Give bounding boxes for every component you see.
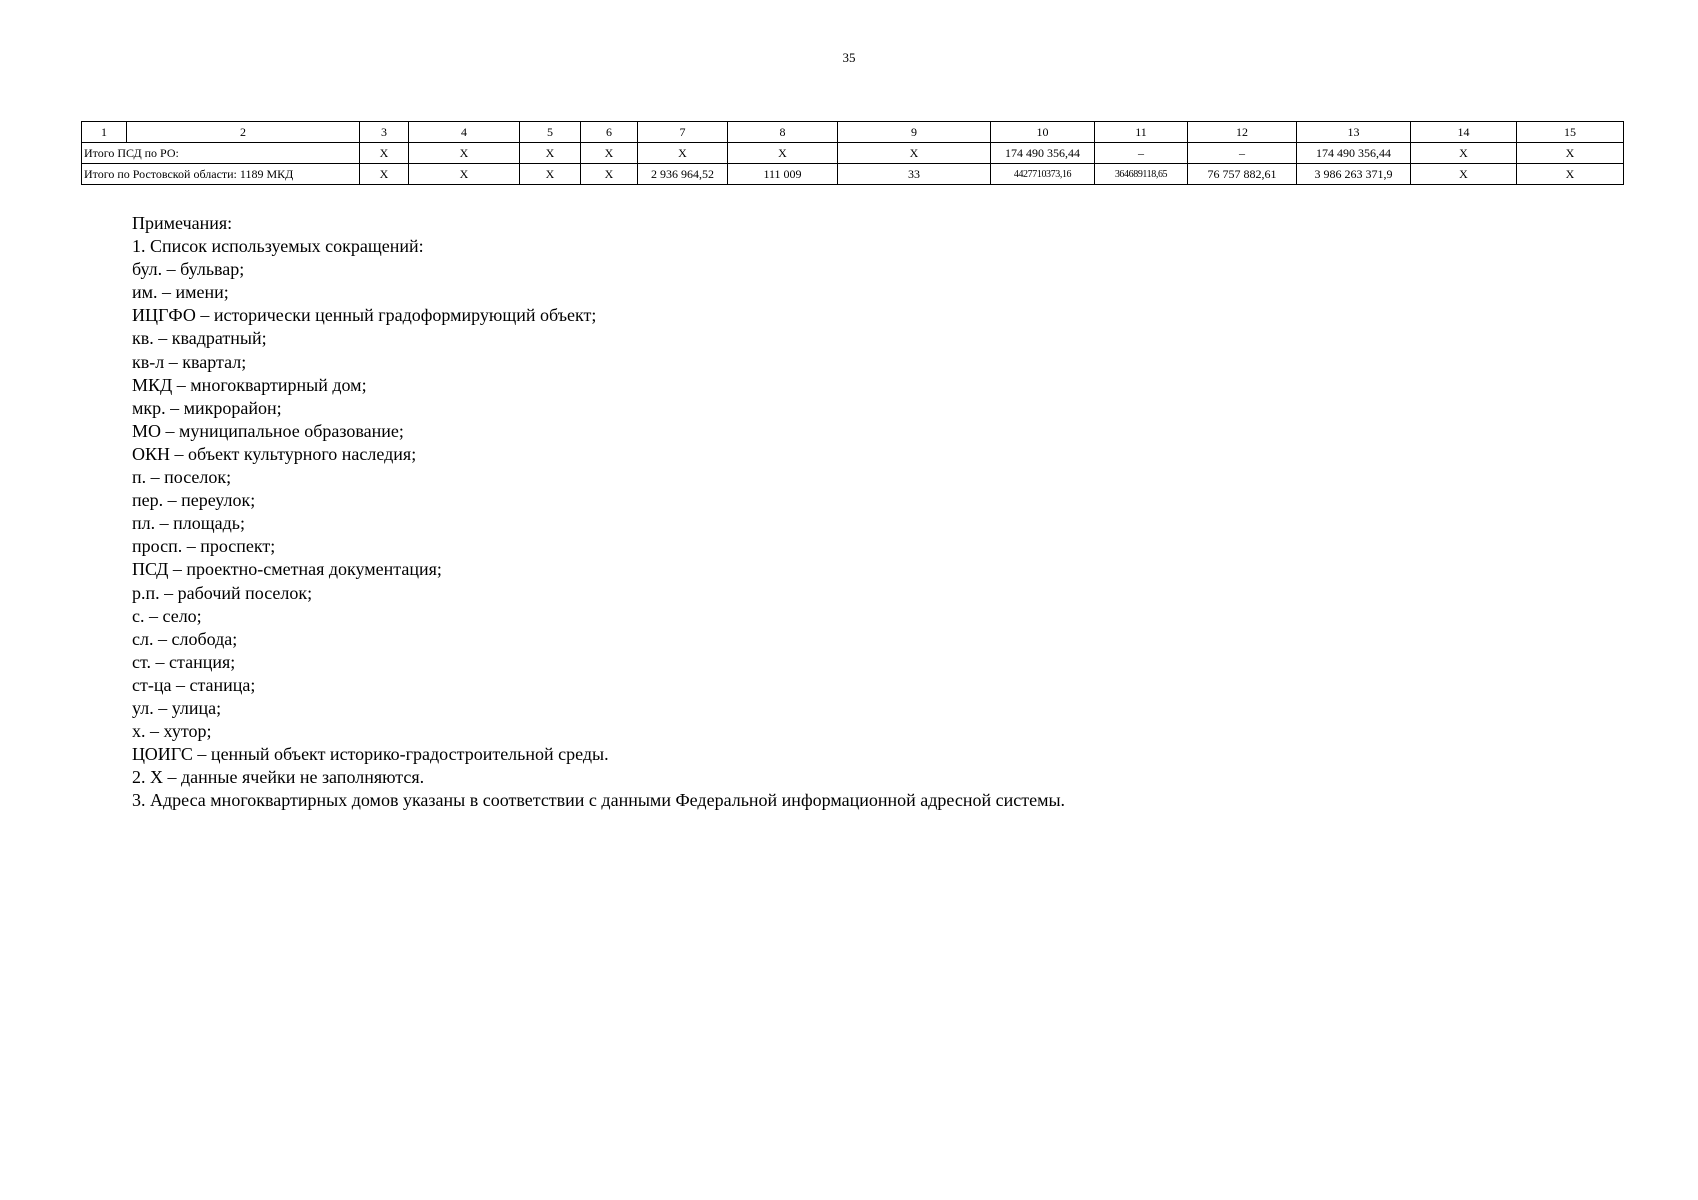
table-header-cell: 9 [838, 122, 991, 143]
table-header-cell: 13 [1297, 122, 1411, 143]
abbreviation-item: МО – муниципальное образование; [132, 420, 404, 441]
table-header-cell: 10 [991, 122, 1095, 143]
abbreviation-item: им. – имени; [132, 282, 229, 303]
table-row-region-total [82, 164, 1624, 185]
table-cell: Х [638, 143, 728, 164]
abbreviation-item: бул. – бульвар; [132, 259, 245, 280]
table-header-cell: 8 [728, 122, 838, 143]
table-cell: Х [728, 143, 838, 164]
table-header-cell: 4 [409, 122, 520, 143]
abbreviation-item: пл. – площадь; [132, 513, 245, 534]
table-header-cell: 11 [1095, 122, 1188, 143]
table-header-cell: 12 [1188, 122, 1297, 143]
abbreviation-item: пер. – переулок; [132, 490, 256, 511]
abbreviation-item: ЦОИГС – ценный объект историко-градостроительной среды. [132, 744, 609, 765]
table-cell: 76 757 882,61 [1188, 164, 1297, 185]
abbreviation-item: р.п. – рабочий поселок; [132, 582, 313, 603]
abbreviation-item: ИЦГФО – исторически ценный градоформирующий объект; [132, 305, 597, 326]
table-cell: Х [1517, 164, 1624, 185]
abbreviation-item: с. – село; [132, 605, 202, 626]
table-header-cell: 15 [1517, 122, 1624, 143]
table-cell: Х [581, 164, 638, 185]
table-cell: 174 490 356,44 [1297, 143, 1411, 164]
table-header-cell: 6 [581, 122, 638, 143]
table-cell: Х [1517, 143, 1624, 164]
table-cell: Х [360, 143, 409, 164]
table-header-cell: 3 [360, 122, 409, 143]
table-header-cell: 2 [127, 122, 360, 143]
table-cell: Х [1411, 143, 1517, 164]
abbreviation-item: ст-ца – станица; [132, 674, 256, 695]
abbreviations-title: 1. Список используемых сокращений: [132, 236, 424, 257]
table-cell: – [1095, 143, 1188, 164]
note-3: 3. Адреса многоквартирных домов указаны в соответствии с данными Федеральной информационной адресной системы. [132, 790, 1066, 811]
abbreviation-item: МКД – многоквартирный дом; [132, 374, 367, 395]
row-label: Итого ПСД по РО: [82, 143, 360, 164]
note-2: 2. Х – данные ячейки не заполняются. [132, 767, 425, 788]
table-header-cell: 7 [638, 122, 728, 143]
abbreviation-item: ст. – станция; [132, 651, 236, 672]
abbreviation-item: ОКН – объект культурного наследия; [132, 443, 417, 464]
table-header-cell: 1 [82, 122, 127, 143]
table-cell: Х [838, 143, 991, 164]
abbreviation-item: кв-л – квартал; [132, 351, 247, 372]
abbreviation-item: п. – поселок; [132, 467, 232, 488]
table-cell: Х [1411, 164, 1517, 185]
abbreviation-item: ул. – улица; [132, 697, 222, 718]
table-cell: 174 490 356,44 [991, 143, 1095, 164]
abbreviation-item: сл. – слобода; [132, 628, 238, 649]
table-cell: Х [360, 164, 409, 185]
table-cell: 3 986 263 371,9 [1297, 164, 1411, 185]
table-header-cell: 14 [1411, 122, 1517, 143]
table-cell: 33 [838, 164, 991, 185]
table-cell: 364689118,65 [1095, 164, 1188, 185]
table-header-cell: 5 [520, 122, 581, 143]
row-label: Итого по Ростовской области: 1189 МКД [82, 164, 360, 185]
table-cell: – [1188, 143, 1297, 164]
table-cell: 4427710373,16 [991, 164, 1095, 185]
table-cell: Х [520, 143, 581, 164]
table-cell: 2 936 964,52 [638, 164, 728, 185]
abbreviation-item: ПСД – проектно-сметная документация; [132, 559, 442, 580]
table-cell: Х [581, 143, 638, 164]
notes-title: Примечания: [132, 213, 233, 233]
summary-table [81, 121, 1624, 185]
abbreviation-item: просп. – проспект; [132, 536, 276, 557]
table-cell: 111 009 [728, 164, 838, 185]
table-cell: Х [409, 143, 520, 164]
notes-section [132, 212, 1612, 812]
table-cell: Х [520, 164, 581, 185]
abbreviation-item: х. – хутор; [132, 721, 212, 742]
table-row-psd-total [82, 143, 1624, 164]
table-header-row [82, 122, 1624, 143]
abbreviation-item: кв. – квадратный; [132, 328, 267, 349]
page-number: 35 [842, 50, 856, 65]
table-cell: Х [409, 164, 520, 185]
abbreviation-item: мкр. – микрорайон; [132, 397, 282, 418]
